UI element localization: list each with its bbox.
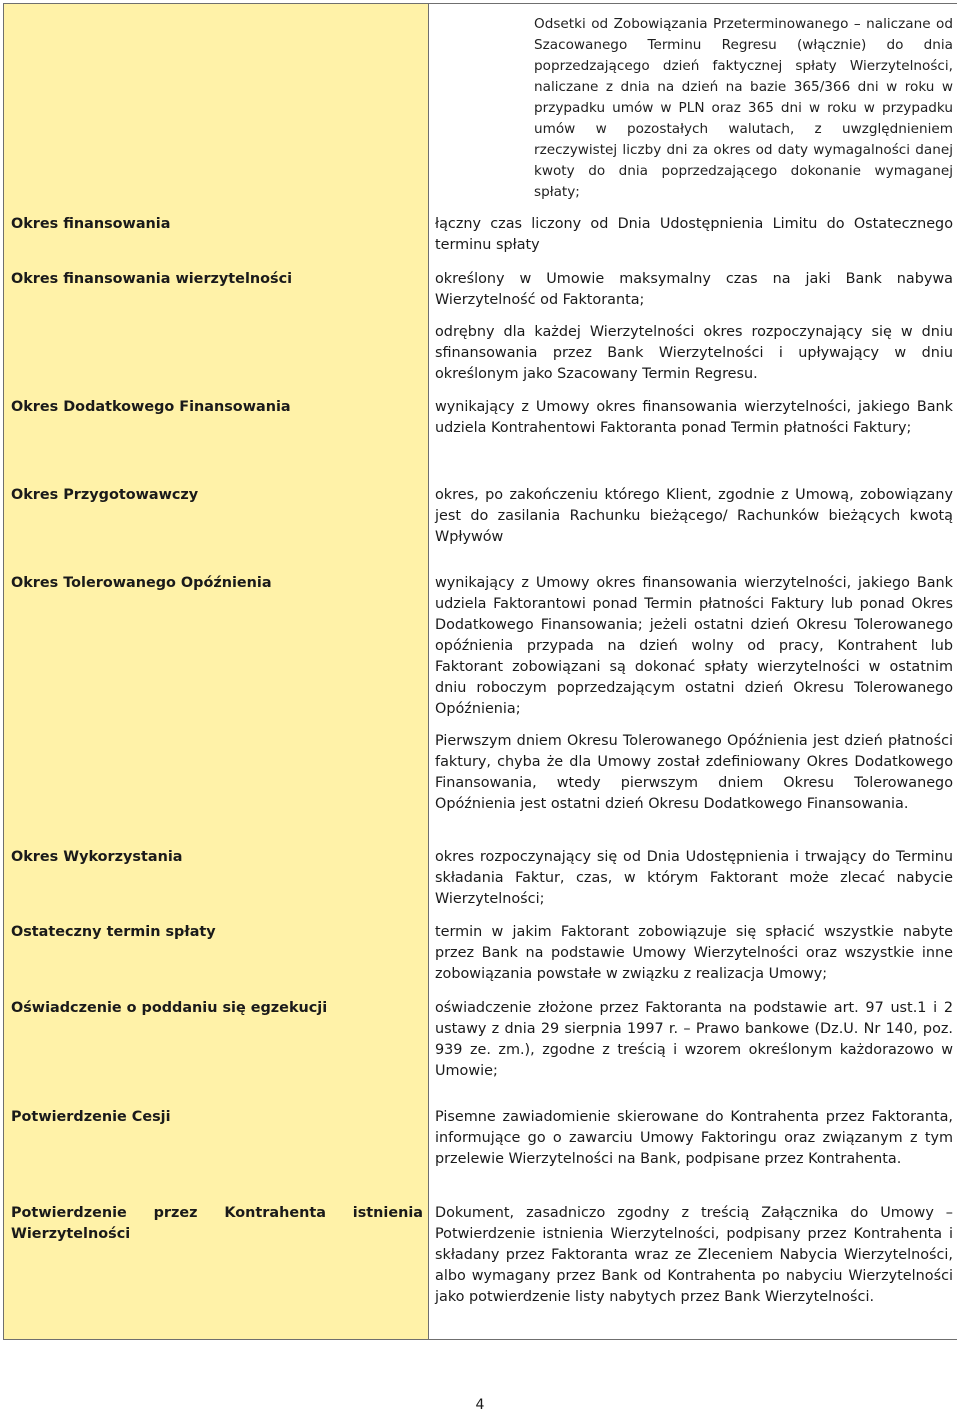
definitions-table	[3, 3, 957, 1340]
term-ostateczny-termin-splaty: Ostateczny termin spłaty	[11, 924, 216, 940]
term-oswiadczenie-o-poddaniu-sie-egzekucji: Oświadczenie o poddaniu się egzekucji	[11, 1000, 328, 1016]
term-line-2: Wierzytelności	[11, 1226, 131, 1242]
definition-okres-finansowania: łączny czas liczony od Dnia Udostępnienia Limitu do Ostatecznego terminu spłaty	[435, 216, 953, 253]
term-potwierdzenie-przez-kontrahenta	[11, 1203, 423, 1245]
definition-okres-finansowania-wierzytelnosci: określony w Umowie maksymalny czas na jaki Bank nabywa Wierzytelność od Faktoranta;	[435, 271, 953, 308]
terms-column	[4, 4, 429, 1339]
term-line-1: Potwierdzenie przez Kontrahenta istnienia	[11, 1205, 423, 1221]
term-okres-przygotowawczy: Okres Przygotowawczy	[11, 487, 199, 503]
definition-okres-wykorzystania: okres rozpoczynający się od Dnia Udostępnienia i trwający do Terminu składania Faktur, czas, w którym Faktorant może zlecać nabycie Wierzytelności;	[435, 849, 953, 907]
term-okres-wykorzystania: Okres Wykorzystania	[11, 849, 183, 865]
definition-oswiadczenie: oświadczenie złożone przez Faktoranta na podstawie art. 97 ust.1 i 2 ustawy z dnia 29 sierpnia 1997 r. – Prawo bankowe (Dz.U. Nr 140, poz. 939 ze. zm.), zgodne z treścią i wzorem określonym każdorazowo w Umowie;	[435, 1000, 953, 1079]
definitions-column	[429, 4, 958, 1339]
definition-odsetki: Odsetki od Zobowiązania Przeterminowanego – naliczane od Szacowanego Terminu Regresu (włącznie) do dnia poprzedzającego dzień faktycznej spłaty Wierzytelności, naliczane z dnia na dzień na bazie 365/366 dni w roku w przypadku umów w PLN oraz 365 dni w roku w przypadku umów w pozostałych walutach, z uwzględnieniem rzeczywistej liczby dni za okres od daty wymagalności danej kwoty do dnia poprzedzającego dokonanie wymaganej spłaty;	[534, 16, 953, 200]
definition-okres-tolerowanego-opoznienia-2: Pierwszym dniem Okresu Tolerowanego Opóźnienia jest dzień płatności faktury, chyba że dla Umowy został zdefiniowany Okres Dodatkowego Finansowania, wtedy pierwszym dniem Okresu Tolerowanego Opóźnienia jest ostatni dzień Okresu Dodatkowego Finansowania.	[435, 733, 953, 812]
definition-okres-tolerowanego-opoznienia: wynikający z Umowy okres finansowania wierzytelności, jakiego Bank udziela Faktorantowi ponad Termin płatności Faktury lub ponad Okres Dodatkowego Finansowania; jeżeli ostatni dzień Okresu Tolerowanego opóźnienia przypada na dzień wolny od pracy, Kontrahent lub Faktorant zobowiązani są dokonać spłaty wierzytelności w ostatnim dniu roboczym poprzedzającym ostatni dzień Okresu Tolerowanego Opóźnienia;	[435, 575, 953, 717]
definition-potwierdzenie-przez-kontrahenta: Dokument, zasadniczo zgodny z treścią Załącznika do Umowy – Potwierdzenie istnienia Wierzytelności, podpisany przez Kontrahenta i składany przez Faktoranta wraz ze Zleceniem Nabycia Wierzytelności, albo wymagany przez Bank od Kontrahenta po nabyciu Wierzytelności jako potwierdzenie listy nabytych przez Bank Wierzytelności.	[435, 1205, 953, 1305]
term-okres-dodatkowego-finansowania: Okres Dodatkowego Finansowania	[11, 399, 291, 415]
term-okres-finansowania: Okres finansowania	[11, 216, 171, 232]
page-number: 4	[475, 1397, 485, 1413]
definition-okres-dodatkowego-finansowania: wynikający z Umowy okres finansowania wierzytelności, jakiego Bank udziela Kontrahentowi Faktoranta ponad Termin płatności Faktury;	[435, 399, 953, 436]
definition-ostateczny-termin-splaty: termin w jakim Faktorant zobowiązuje się spłacić wszystkie nabyte przez Bank na podstawie Umowy Wierzytelności oraz wszystkie inne zobowiązania powstałe w związku z realizacja Umowy;	[435, 924, 953, 982]
term-okres-tolerowanego-opoznienia: Okres Tolerowanego Opóźnienia	[11, 575, 272, 591]
term-okres-finansowania-wierzytelnosci: Okres finansowania wierzytelności	[11, 271, 293, 287]
term-potwierdzenie-cesji: Potwierdzenie Cesji	[11, 1109, 171, 1125]
definition-okres-finansowania-wierzytelnosci-2: odrębny dla każdej Wierzytelności okres rozpoczynający się w dniu sfinansowania przez Bank Wierzytelności i upływający w dniu określonym jako Szacowany Termin Regresu.	[435, 324, 953, 382]
definition-okres-przygotowawczy: okres, po zakończeniu którego Klient, zgodnie z Umową, zobowiązany jest do zasilania Rachunku bieżącego/ Rachunków bieżących kwotą Wpływów	[435, 487, 953, 545]
definition-potwierdzenie-cesji: Pisemne zawiadomienie skierowane do Kontrahenta przez Faktoranta, informujące go o zawarciu Umowy Faktoringu oraz związanym z tym przelewie Wierzytelności na Bank, podpisane przez Kontrahenta.	[435, 1109, 953, 1167]
